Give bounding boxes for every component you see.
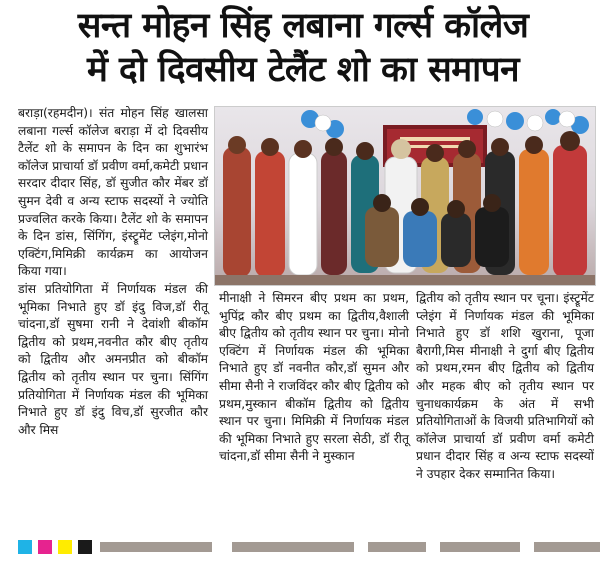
gray-rule-4	[440, 542, 520, 552]
yellow-swatch	[58, 540, 72, 554]
article-column-1	[18, 105, 208, 439]
headline-line-1: सन्त मोहन सिंह लबाना गर्ल्स कॉलेज	[77, 6, 529, 46]
gray-rule-3	[368, 542, 426, 552]
headline-line-2: में दो दिवसीय टेलैंट शो का समापन	[86, 50, 520, 90]
article-column-2	[219, 290, 409, 466]
black-swatch	[78, 540, 92, 554]
group-photo	[214, 106, 596, 286]
gray-rule-5	[534, 542, 600, 552]
magenta-swatch	[38, 540, 52, 554]
print-color-bar	[0, 540, 606, 554]
group-photo-illustration	[215, 107, 595, 285]
gray-rule-1	[100, 542, 212, 552]
column1-para1: बराड़ा(रहमदीन)। संत मोहन सिंह खालसा लबाना गर्ल्स कॉलेज बराड़ा में दो दिवसीय टैलेंट शो के समापन के दिन का शुभारंभ कॉलेज प्राचार्या डॉ प्रवीण वर्मा,कमेटी प्रधान सरदार दीदार सिंह, डॉ सुजीत कौर मेंबर डॉ सुमन देवी व अन्य स्टाफ सदस्यों ने ज्योति प्रज्वलित करके किया। टैलेंट शो के समापन के दिन डांस, सिंगिंग, इंस्ट्रूमेंट प्लेइंग,मोनो एक्टिंग,मिमिक्री कार्यक्रम का आयोजन किया गया।	[18, 106, 208, 279]
gray-rule-2	[232, 542, 354, 552]
cyan-swatch	[18, 540, 32, 554]
column2-text: मीनाक्षी ने सिमरन बीए प्रथम का प्रथम, भुपिंद्र कौर बीए प्रथम का द्वितीय,वैशाली बीए द्वितीय को तृतीय स्थान पर चुना। मोनो एक्टिंग में निर्णायक मंडल की भूमिका निभाते हुए डॉ नवनीत कौर,डॉ सुमन और सीमा सैनी ने राजविंदर कौर बीए द्वितीय को प्रथम,मुस्कान बीकॉम द्वितीय को द्वितीय स्थान पर चुना। मिमिक्री में निर्णायक मंडल की भूमिका निभाते हुए सरला सेठी, डॉ रीतू चांदना,डॉ सीमा सैनी ने मुस्कान	[219, 291, 409, 464]
column1-para2: डांस प्रतियोगिता में निर्णायक मंडल की भूमिका निभाते हुए डॉ इंदु विज,डॉ रीतू चांदना,डॉ सुषमा रानी ने देवांशी बीकॉम द्वितीय को प्रथम,नवनीत कौर बीए तृतीय को द्वितीय और अमनप्रीत को बीकॉम द्वितीय को तृतीय स्थान पर चुना। सिंगिंग प्रतियोगिता में निर्णायक मंडल की भूमिका निभाते हुए डॉ इंदु विच,डॉ सुरजीत कौर और मिस	[18, 281, 208, 437]
headline	[0, 4, 606, 92]
column3-text: द्वितीय को तृतीय स्थान पर चूना। इंस्ट्रूमेंट प्लेइंग में निर्णायक मंडल की भूमिका निभाते हुए डॉ शशि खुराना, पूजा बैरागी,मिस मीनाक्षी ने दुर्गा बीए द्वितीय को प्रथम,रमन बीए द्वितीय को द्वितीय और महक बीए को तृतीय स्थान पर चुनाधकार्यक्रम के अंत में सभी प्रतियोगिताओं के विजयी प्रतिभागियों को कॉलेज प्राचार्या डॉ प्रवीण वर्मा कमेटी प्रधान दीदार सिंह व अन्य स्टाफ सदस्यों ने उपहार देकर सम्मानित किया।	[416, 291, 594, 481]
article-column-3	[416, 290, 594, 484]
